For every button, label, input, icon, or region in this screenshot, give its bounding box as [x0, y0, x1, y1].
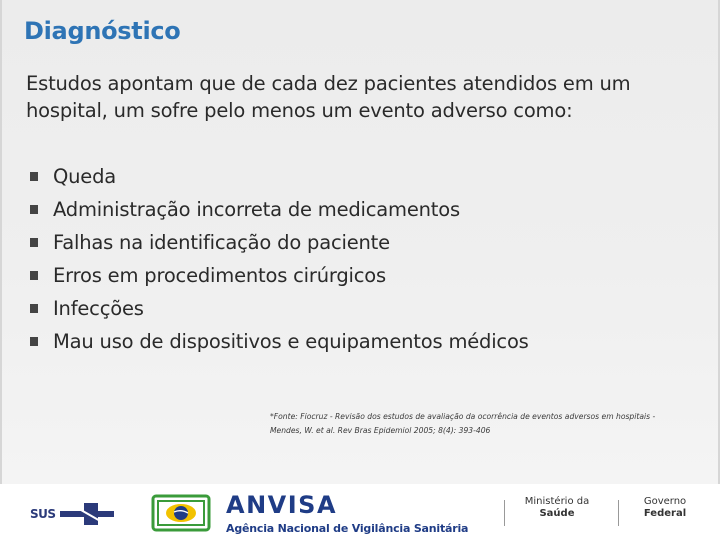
- bullet-list: [26, 160, 529, 358]
- logo-divider: [618, 500, 619, 526]
- bullet-square-icon: [30, 304, 38, 313]
- list-item: [26, 325, 529, 358]
- list-item: [26, 259, 529, 292]
- list-item-text: Administração incorreta de medicamentos: [53, 198, 460, 221]
- bullet-square-icon: [30, 337, 38, 346]
- list-item-text: Mau uso de dispositivos e equipamentos médicos: [53, 330, 529, 353]
- bullet-square-icon: [30, 205, 38, 214]
- list-item: [26, 292, 529, 325]
- governo-line-1: Governo: [643, 496, 687, 507]
- anvisa-subtitle: Agência Nacional de Vigilância Sanitária: [226, 522, 469, 535]
- intro-paragraph: Estudos apontam que de cada dez pacientes atendidos em um hospital, um sofre pelo menos um evento adverso como:: [26, 72, 631, 122]
- ministerio-line-1: Ministério da: [524, 496, 590, 507]
- list-item-text: Queda: [53, 165, 117, 188]
- sus-logo-text: SUS: [30, 507, 56, 521]
- governo-line-2: Federal: [643, 508, 687, 519]
- list-item-text: Erros em procedimentos cirúrgicos: [53, 264, 386, 287]
- source-footnote: [270, 410, 710, 438]
- governo-federal-logo: [634, 496, 696, 520]
- list-item-text: Falhas na identificação do paciente: [53, 231, 390, 254]
- bullet-square-icon: [30, 238, 38, 247]
- ministerio-line-2: Saúde: [539, 508, 575, 519]
- footnote-line-1: *Fonte: Fiocruz - Revisão dos estudos de avaliação da ocorrência de eventos adversos em hospitais -: [270, 412, 656, 421]
- bullet-square-icon: [30, 271, 38, 280]
- ministerio-saude-logo: [514, 496, 600, 520]
- slide-title: Diagnóstico: [24, 17, 181, 45]
- anvisa-logo-text: ANVISA: [226, 491, 338, 519]
- list-item: [26, 193, 529, 226]
- sus-logo: [30, 502, 116, 526]
- sus-mark-icon: [58, 502, 116, 526]
- list-item: [26, 160, 529, 193]
- logo-divider: [504, 500, 505, 526]
- bullet-square-icon: [30, 172, 38, 181]
- list-item: [26, 226, 529, 259]
- anvisa-emblem-icon: [150, 492, 212, 534]
- list-item-text: Infecções: [53, 297, 144, 320]
- logo-footer: [0, 484, 720, 540]
- footnote-line-2: Mendes, W. et al. Rev Bras Epidemiol 2005; 8(4): 393-406: [270, 426, 491, 435]
